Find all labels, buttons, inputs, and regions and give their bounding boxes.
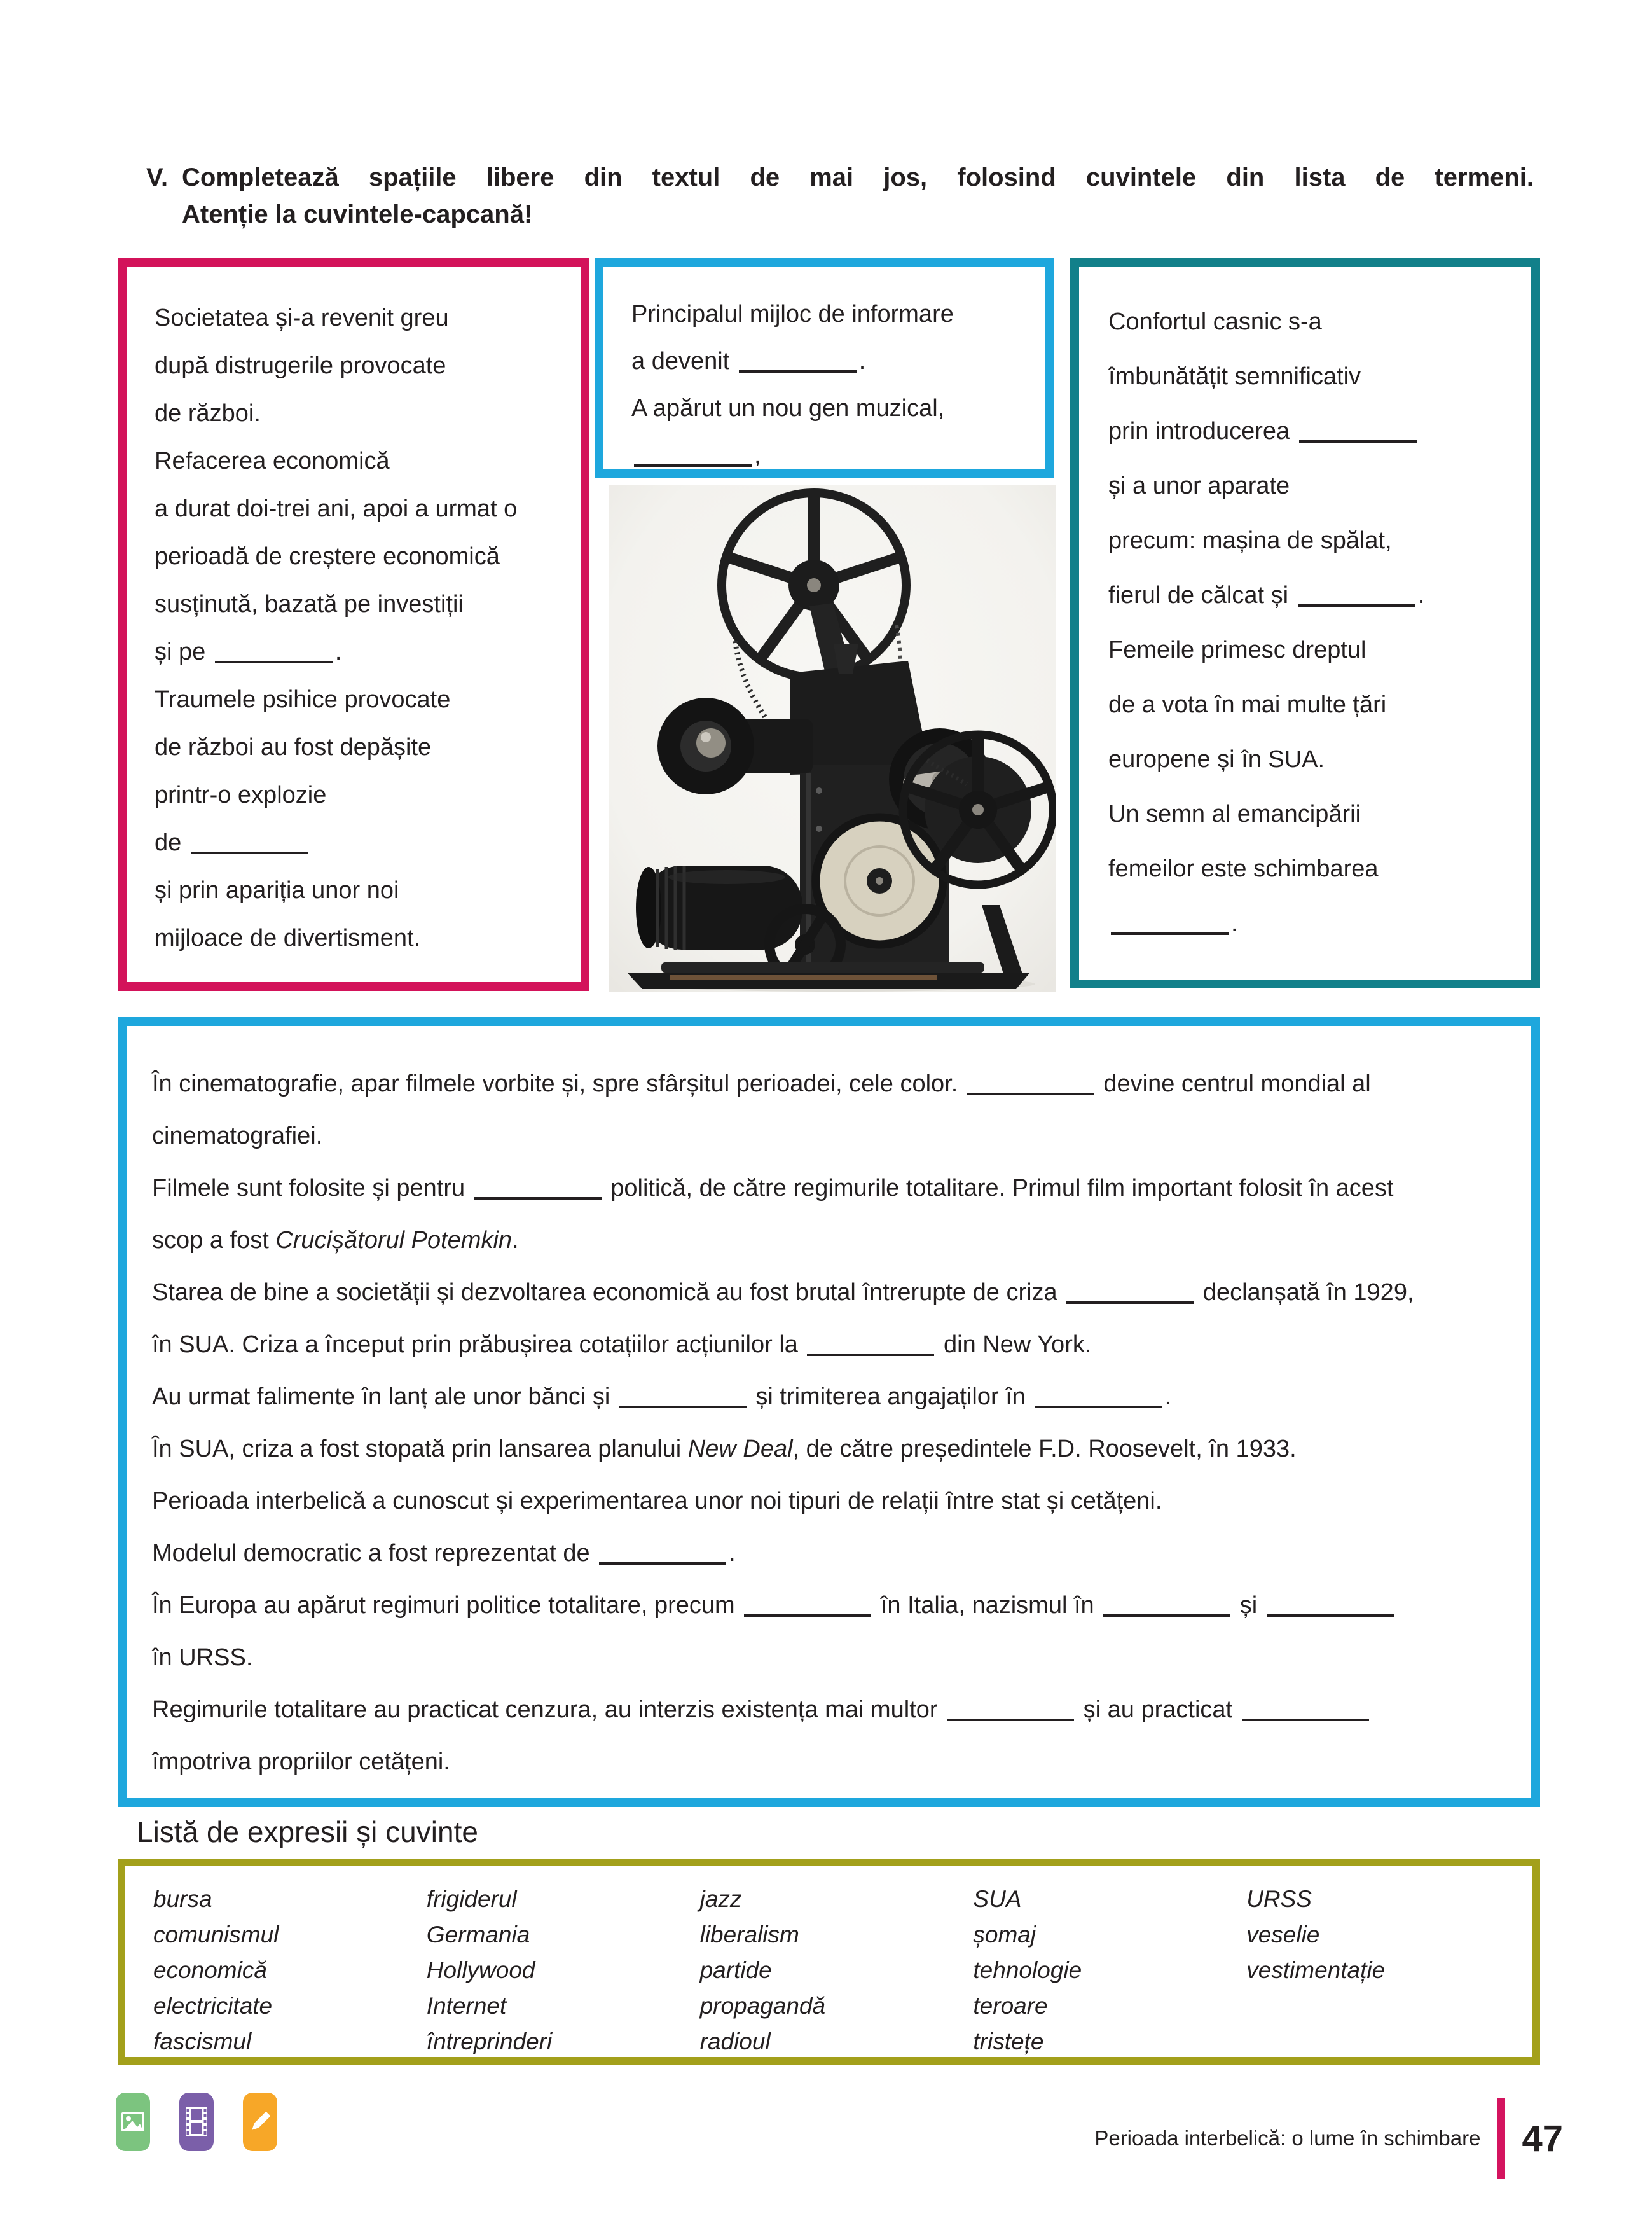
pencil-icon	[247, 2109, 273, 2135]
word-list-item: veselie	[1246, 1922, 1320, 1948]
word-list-item: tehnologie	[973, 1957, 1082, 1983]
fill-in-blank	[1103, 1607, 1230, 1617]
word-list-item: URSS	[1246, 1886, 1312, 1912]
fill-in-blank	[619, 1398, 747, 1408]
film-icon	[185, 2107, 208, 2136]
fill-in-blank	[1111, 925, 1229, 935]
word-list-box	[118, 1859, 1540, 2065]
word-list-item: comunismul	[153, 1922, 279, 1948]
society-recovery-box: Societatea și-a revenit greu după distrugerile provocate de război. Refacerea economică a durat doi-trei ani, apoi a urmat o perioadă de creștere economică susținută, bazată pe investiții și pe . Traumele psihice provocate de război au fost depășite printr-o explozie de și prin apariția unor noi mijloace de divertisment.	[118, 258, 589, 991]
word-list-column-4	[973, 1881, 1246, 2057]
word-list-column-3	[700, 1881, 974, 2057]
fill-in-blank	[739, 363, 857, 373]
fill-in-blank	[744, 1607, 871, 1617]
page-footer	[1094, 2098, 1563, 2179]
resource-badges	[116, 2093, 277, 2151]
word-list-item: economică	[153, 1957, 267, 1983]
word-list-item: Hollywood	[426, 1957, 535, 1983]
fill-in-blank	[1035, 1398, 1162, 1408]
footer-accent-bar	[1497, 2098, 1505, 2179]
fill-in-blank	[1242, 1711, 1369, 1721]
pencil-badge	[243, 2093, 277, 2151]
word-list-item: propagandă	[699, 1993, 826, 2019]
fill-in-blank	[967, 1085, 1094, 1095]
fill-in-blank	[474, 1189, 602, 1200]
word-list-item: teroare	[973, 1993, 1048, 2019]
exercise-numeral: V.	[146, 163, 169, 191]
word-list-item: liberalism	[699, 1922, 799, 1948]
word-list-item: întreprinderi	[426, 2028, 553, 2054]
image-badge	[116, 2093, 150, 2151]
film-projector-photo	[609, 485, 1056, 992]
image-icon	[121, 2110, 145, 2134]
word-list-item: Germania	[426, 1922, 530, 1948]
word-list-item: jazz	[699, 1886, 742, 1912]
media-music-box: Principalul mijloc de informare a devenit . A apărut un nou gen muzical, ,	[595, 258, 1054, 478]
word-list-item: partide	[699, 1957, 772, 1983]
chapter-title: Perioada interbelică: o lume în schimbare	[1094, 2126, 1481, 2150]
home-comfort-box: Confortul casnic s-a îmbunătățit semnificativ prin introducerea și a unor aparate precum: mașina de spălat, fierul de călcat și . Femeile primesc dreptul de a vota în mai multe țări europene și în SUA. Un semn al emancipării femeilor este schimbarea .	[1070, 258, 1540, 988]
word-list-title: Listă de expresii și cuvinte	[137, 1815, 478, 1848]
word-list-item: radioul	[699, 2028, 771, 2054]
motor	[636, 866, 802, 950]
exercise-instruction-text: Completează spațiile libere din textul de mai jos, folosind cuvintele din lista de termeni.	[182, 163, 1534, 191]
film-projector-illustration	[609, 485, 1056, 992]
word-list-item: tristețe	[973, 2028, 1044, 2054]
word-list-item: frigiderul	[426, 1886, 517, 1912]
word-list-item: electricitate	[153, 1993, 273, 2019]
word-list-column-2	[427, 1881, 700, 2057]
page-number: 47	[1522, 2117, 1563, 2159]
exercise-instruction-warning: Atenție la cuvintele-capcană!	[182, 200, 533, 228]
fill-in-blank	[1066, 1294, 1194, 1304]
fill-in-blank	[807, 1346, 934, 1356]
exercise-instruction	[146, 159, 1534, 233]
takeup-film-reel	[903, 735, 1053, 885]
fill-in-blank	[1298, 597, 1415, 607]
cinema-crisis-text-box: În cinematografie, apar filmele vorbite și, spre sfârșitul perioadei, cele color. devine centrul mondial al cinematografiei. Filmele sunt folosite și pentru politică, de către regimurile totalitare. Primul film important folosit în acest scop a fost Crucișătorul Potemkin. Starea de bine a societății și dezvoltarea economică au fost brutal întrerupte de criza declanșată în 1929, în SUA. Criza a început prin prăbușirea cotațiilor acțiunilor la din New York. Au urmat falimente în lanț ale unor bănci și și trimiterea angajaților în . În SUA, criza a fost stopată prin lansarea planului New Deal, de către președintele F.D. Roosevelt, în 1933. Perioada interbelică a cunoscut și experimentarea unor noi tipuri de relații între stat și cetățeni. Modelul democratic a fost reprezentat de . În Europa au apărut regimuri politice totalitare, precum în Italia, nazismul în și în URSS. Regimurile totalitare au practicat cenzura, au interzis existența mai multor și au practicat împotriva propriilor cetățeni.	[118, 1017, 1540, 1807]
word-list-item: Internet	[426, 1993, 507, 2019]
film-badge	[179, 2093, 214, 2151]
word-list-item: vestimentație	[1246, 1957, 1386, 1983]
word-list-item: șomaj	[973, 1922, 1036, 1948]
word-list-item: fascismul	[153, 2028, 252, 2054]
word-list-item: SUA	[973, 1886, 1022, 1912]
word-list-item: bursa	[153, 1886, 212, 1912]
fill-in-blank	[215, 653, 333, 663]
word-list-column-5	[1246, 1881, 1520, 2057]
fill-in-blank	[599, 1555, 726, 1565]
fill-in-blank	[947, 1711, 1074, 1721]
fill-in-blank	[634, 457, 752, 467]
word-list-column-1	[153, 1881, 427, 2057]
fill-in-blank	[191, 844, 308, 854]
fill-in-blank	[1299, 433, 1417, 443]
fill-in-blank	[1267, 1607, 1394, 1617]
